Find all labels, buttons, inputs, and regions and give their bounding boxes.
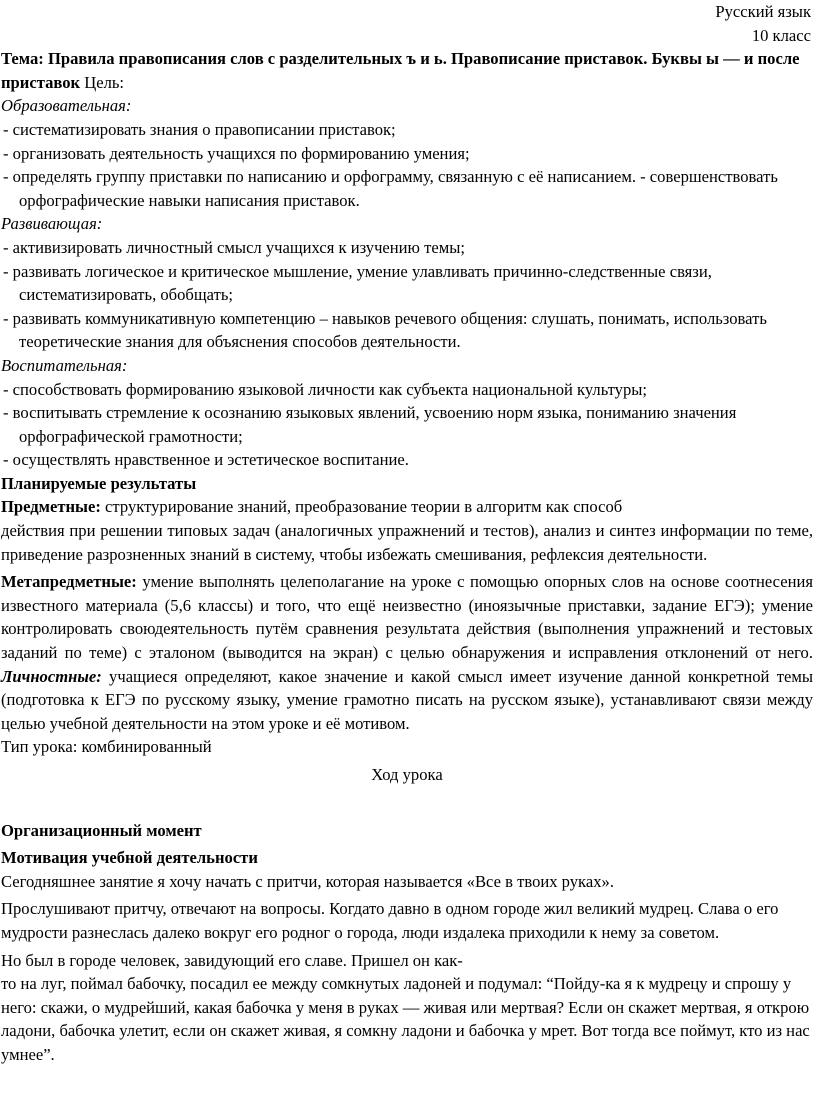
lesson-flow-heading: Ход урока: [371, 765, 443, 784]
motivation-paragraph: Прослушивают притчу, отвечают на вопросы. Когдато давно в одном городе жил великий мудрец. Слава о его мудрости разнеслась далеко вокруг его родног о города, люди издалека приходили к нему за советом.: [1, 899, 779, 942]
motivation-paragraph: Сегодняшнее занятие я хочу начать с притчи, которая называется «Все в твоих руках».: [1, 871, 614, 891]
grade-label: 10 класс: [751, 25, 811, 45]
goal-item: - развивать коммуникативную компетенцию – навыков речевого общения: слушать, понимать, использовать теоретические знания для объяснения способов деятельности.: [3, 308, 767, 352]
motivation-paragraph: то на луг, поймал бабочку, посадил ее между сомкнутых ладоней и подумал: “Пойду-ка я к мудрецу и спрошу у него: скажи, о мудрейший, какая бабочка у меня в руках — живая или мертвая? Если он скажет мертвая, я открою ладони, бабочка улетит, если он скажет живая, я сомкну ладони и бабочка у мрет. Вот тогда все поймут, кто из нас умнее”.: [1, 974, 810, 1064]
motivation-heading: Мотивация учебной деятельности: [1, 848, 258, 868]
topic-title: Тема: Правила правописания слов с разделительных ъ и ь. Правописание приставок. Буквы ы — и после приставок: [1, 49, 800, 92]
subject-label: Русский язык: [715, 2, 811, 21]
developing-heading: Развивающая:: [1, 214, 103, 234]
goal-item: - развивать логическое и критическое мышление, умение улавливать причинно-следственные связи, систематизировать, обобщать;: [3, 261, 712, 305]
org-moment-heading: Организационный момент: [1, 820, 202, 840]
meta-results-label: Метапредметные:: [1, 572, 137, 592]
goal-item: - воспитывать стремление к осознанию языковых явлений, усвоению норм языка, пониманию значения орфографической грамотности;: [3, 403, 737, 446]
educational-heading: Образовательная:: [1, 96, 132, 116]
personal-results-text: учащиеся определяют, какое значение и какой смысл имеет изучение данной конкретной темы (подготовка к ЕГЭ по русскому языку, умение грамотно писать на русском языке), устанавливают связи между целью учебной деятельности на этом уроке и её мотивом.: [1, 666, 813, 733]
goal-item: - активизировать личностный смысл учащихся к изучению темы;: [3, 237, 465, 257]
goal-item: - организовать деятельность учащихся по формированию умения;: [3, 143, 470, 163]
subject-results-continued: действия при решении типовых задач (аналогичных упражнений и тестов), анализ и синтез информации по теме, приведение разрозненных знаний в систему, чтобы избежать смешивания, рефлексия деятельности.: [1, 521, 813, 564]
meta-results-text: умение выполнять целеполагание на уроке с помощью опорных слов на основе соотнесения известного материала (5,6 классы) и того, что ещё неизвестно (иноязычные приставки, задание ЕГЭ); умение контролировать своюдеятельность путём сравнения результата действия (выполнения упражнений и тестовых заданий по теме) с эталоном (выводится на экран) с целью обнаружения и исправления отклонений от него.: [1, 572, 813, 663]
subject-results: [1, 495, 813, 519]
upbringing-heading: Воспитательная:: [1, 355, 128, 375]
personal-results-label: Личностные:: [1, 666, 102, 686]
motivation-paragraph: Но был в городе человек, завидующий его славе. Пришел он как-: [1, 950, 463, 970]
goal-item: - систематизировать знания о правописании приставок;: [3, 119, 396, 139]
topic-paragraph: [1, 47, 813, 94]
subject-results-text: структурирование знаний, преобразование теории в алгоритм как способ: [100, 497, 623, 517]
goal-item: - осуществлять нравственное и эстетическое воспитание.: [3, 450, 409, 470]
goal-item: - способствовать формированию языковой личности как субъекта национальной культуры;: [3, 379, 648, 399]
goal-label: Цель:: [80, 72, 125, 92]
goal-item: - определять группу приставки по написанию и орфограмму, связанную с её написанием. - совершенствовать орфографические навыки написания приставок.: [3, 167, 778, 210]
results-heading: Планируемые результаты: [1, 473, 197, 493]
meta-results: [1, 570, 813, 735]
subject-results-label: Предметные:: [1, 497, 101, 517]
lesson-type: Тип урока: комбинированный: [1, 737, 212, 757]
